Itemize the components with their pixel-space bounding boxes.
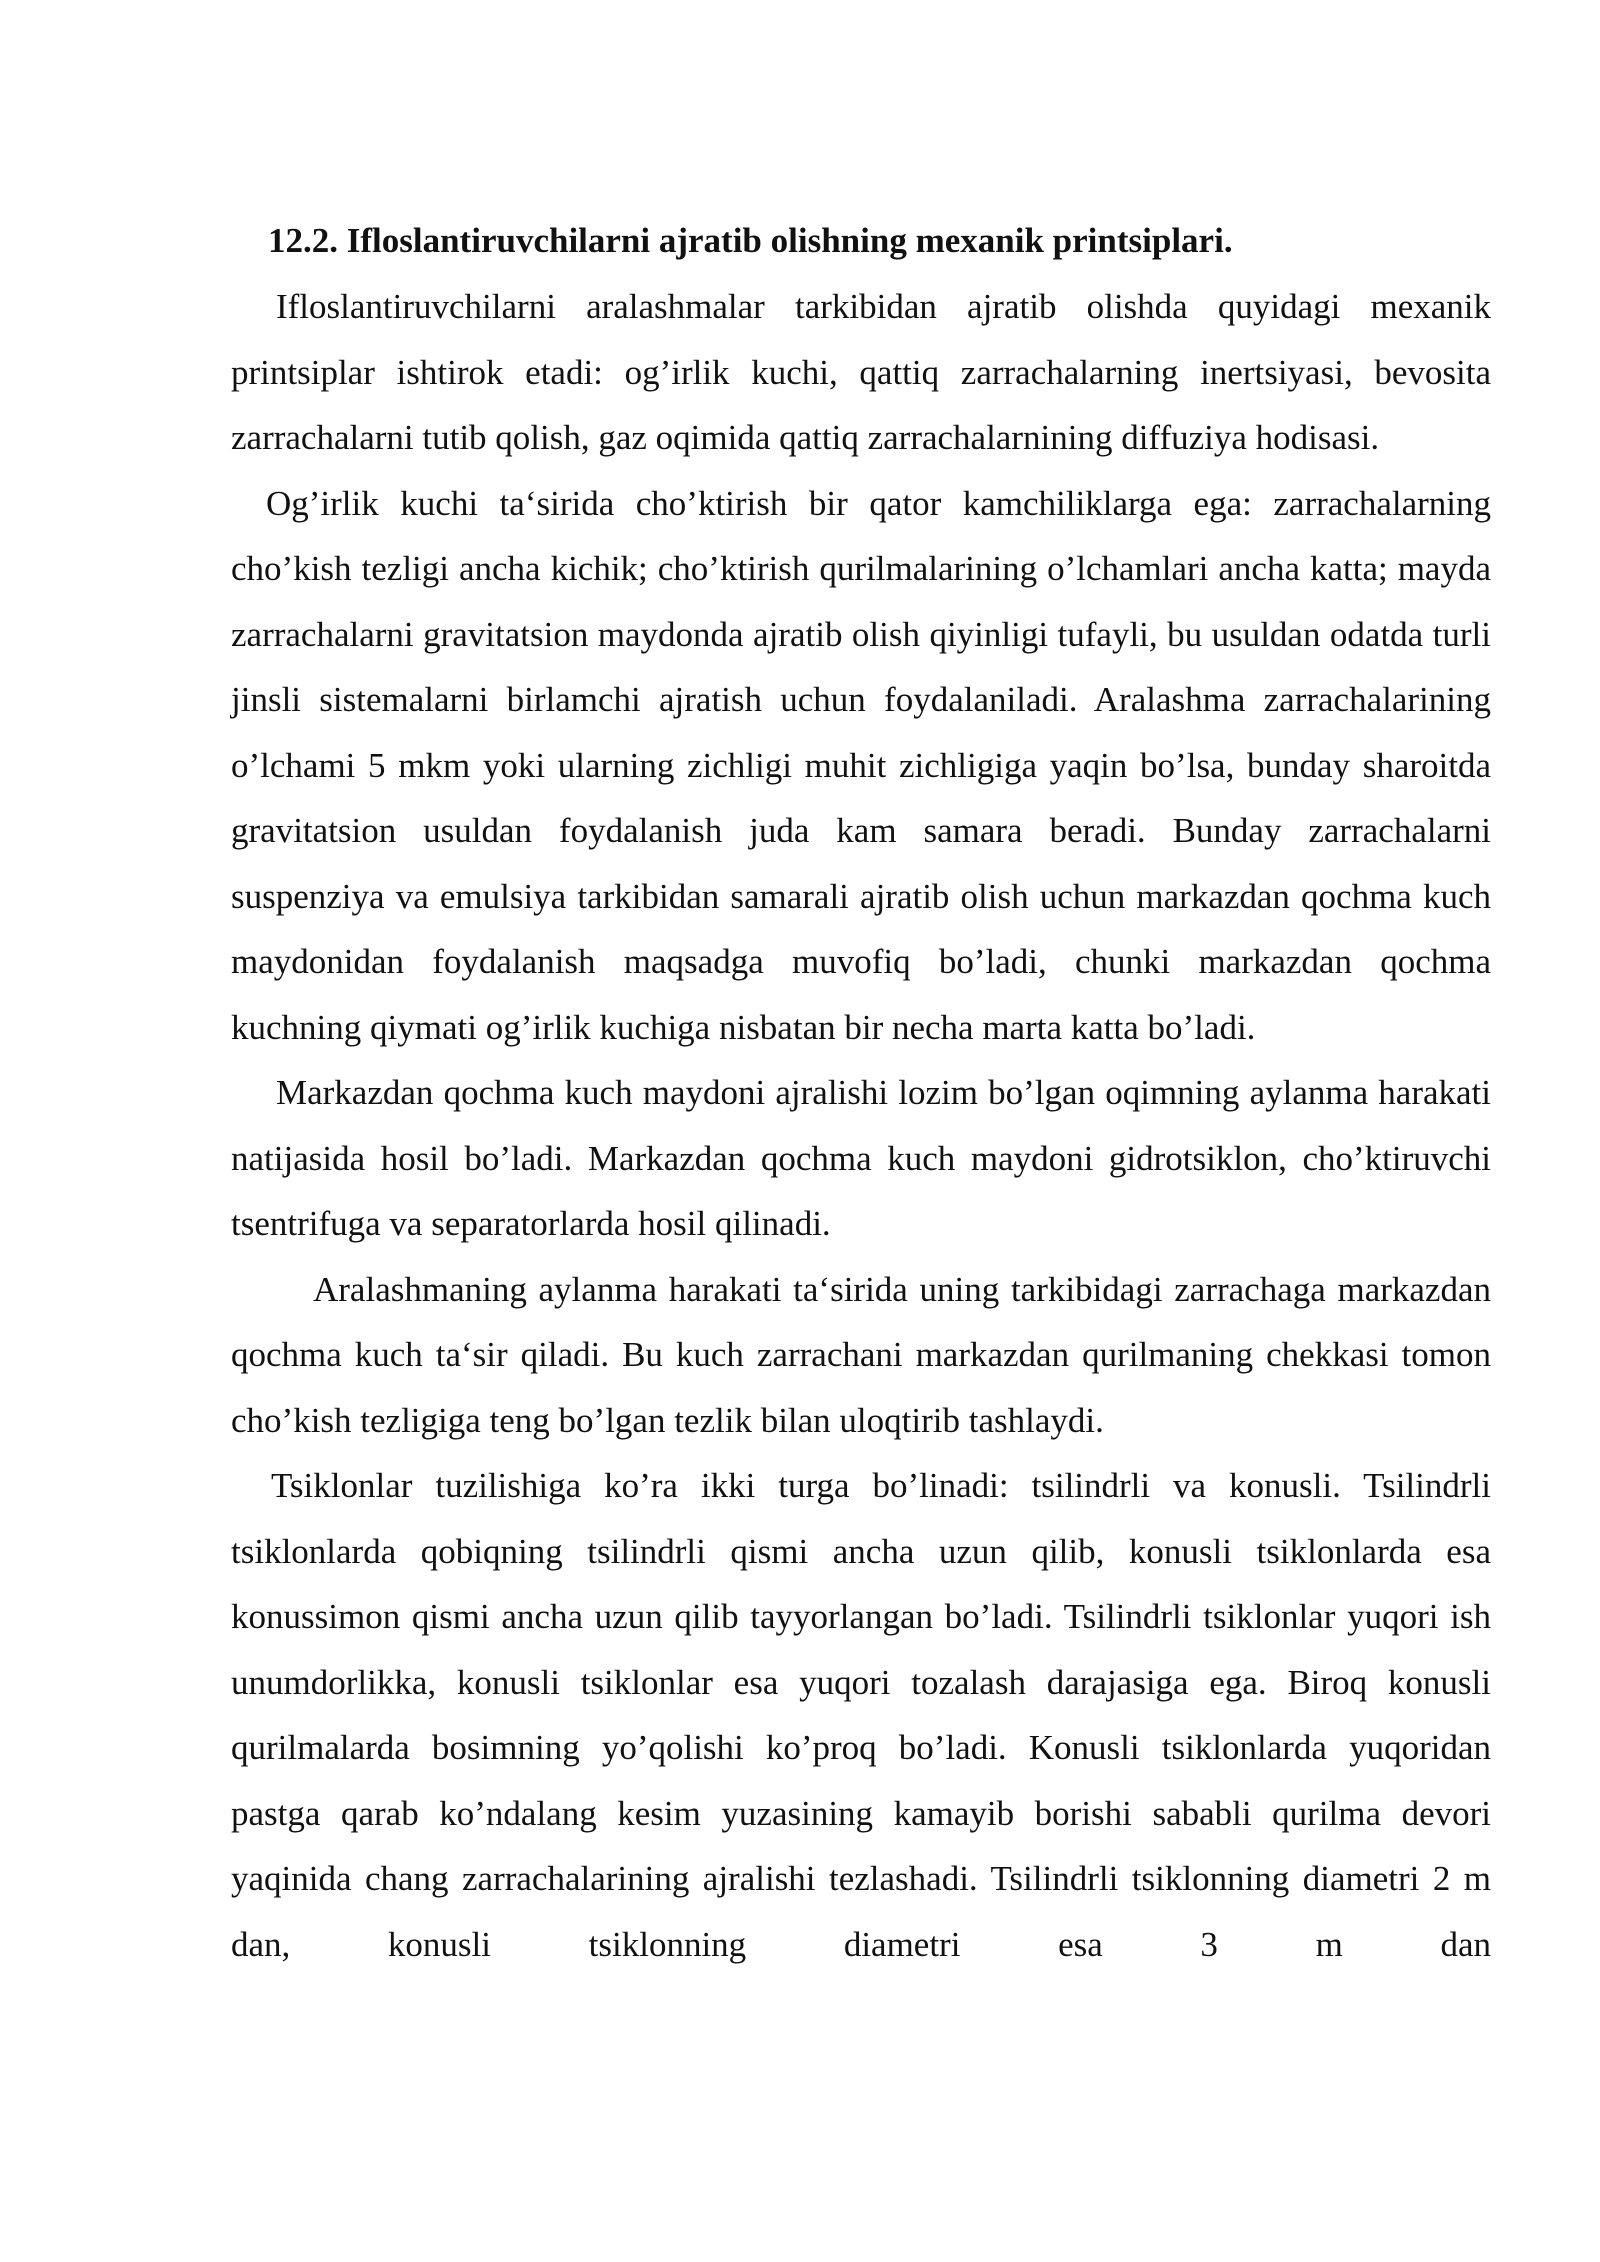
paragraph-rotational-motion: Aralashmaning aylanma harakati ta‘sirida uning tarkibidagi zarrachaga markazdan qochma kuch ta‘sir qiladi. Bu kuch zarrachani markazdan qurilmaning chekkasi tomon cho’kish tezligiga teng bo’lgan tezlik bilan uloqtirib tashlaydi.	[231, 1269, 1491, 1440]
section-heading: 12.2. Ifloslantiruvchilarni ajratib olishning mexanik printsiplari.	[268, 221, 1233, 260]
paragraph-cyclone-types: Tsiklonlar tuzilishiga ko’ra ikki turga bo’linadi: tsilindrli va konusli. Tsilindrli tsiklonlarda qobiqning tsilindrli qismi ancha uzun qilib, konusli tsiklonlarda esa konussimon qismi ancha uzun qilib tayyorlangan bo’ladi. Tsilindrli tsiklonlar yuqori ish unumdorlikka, konusli tsiklonlar esa yuqori tozalash darajasiga ega. Biroq konusli qurilmalarda bosimning yo’qolishi ko’proq bo’ladi. Konusli tsiklonlarda yuqoridan pastga qarab ko’ndalang kesim yuzasining kamayib borishi sababli qurilma devori yaqinida chang zarrachalarining ajralishi tezlashadi. Tsilindrli tsiklonning diametri 2 m dan, konusli tsiklonning diametri esa 3 m dan	[231, 1466, 1491, 1964]
paragraph-mechanical-principles: Ifloslantiruvchilarni aralashmalar tarkibidan ajratib olishda quyidagi mexanik printsiplar ishtirok etadi: og’irlik kuchi, qattiq zarrachalarning inertsiyasi, bevosita zarrachalarni tutib qolish, gaz oqimida qattiq zarrachalarnining diffuziya hodisasi.	[231, 287, 1491, 457]
paragraph-gravity-settling: Og’irlik kuchi ta‘sirida cho’ktirish bir qator kamchiliklarga ega: zarrachalarning cho’kish tezligi ancha kichik; cho’ktirish qurilmalarining o’lchamlari ancha katta; mayda zarrachalarni gravitatsion maydonda ajratib olish qiyinligi tufayli, bu usuldan odatda turli jinsli sistemalarni birlamchi ajratish uchun foydalaniladi. Aralashma zarrachalarining o’lchami 5 mkm yoki ularning zichligi muhit zichligiga yaqin bo’lsa, bunday sharoitda gravitatsion usuldan foydalanish juda kam samara beradi. Bunday zarrachalarni suspenziya va emulsiya tarkibidan samarali ajratib olish uchun markazdan qochma kuch maydonidan foydalanish maqsadga muvofiq bo’ladi, chunki markazdan qochma kuchning qiymati og’irlik kuchiga nisbatan bir necha marta katta bo’ladi.	[231, 483, 1491, 1047]
document-body	[231, 208, 1491, 1977]
paragraph-centrifugal-field: Markazdan qochma kuch maydoni ajralishi lozim bo’lgan oqimning aylanma harakati natijasida hosil bo’ladi. Markazdan qochma kuch maydoni gidrotsiklon, cho’ktiruvchi tsentrifuga va separatorlarda hosil qilinadi.	[231, 1073, 1491, 1243]
